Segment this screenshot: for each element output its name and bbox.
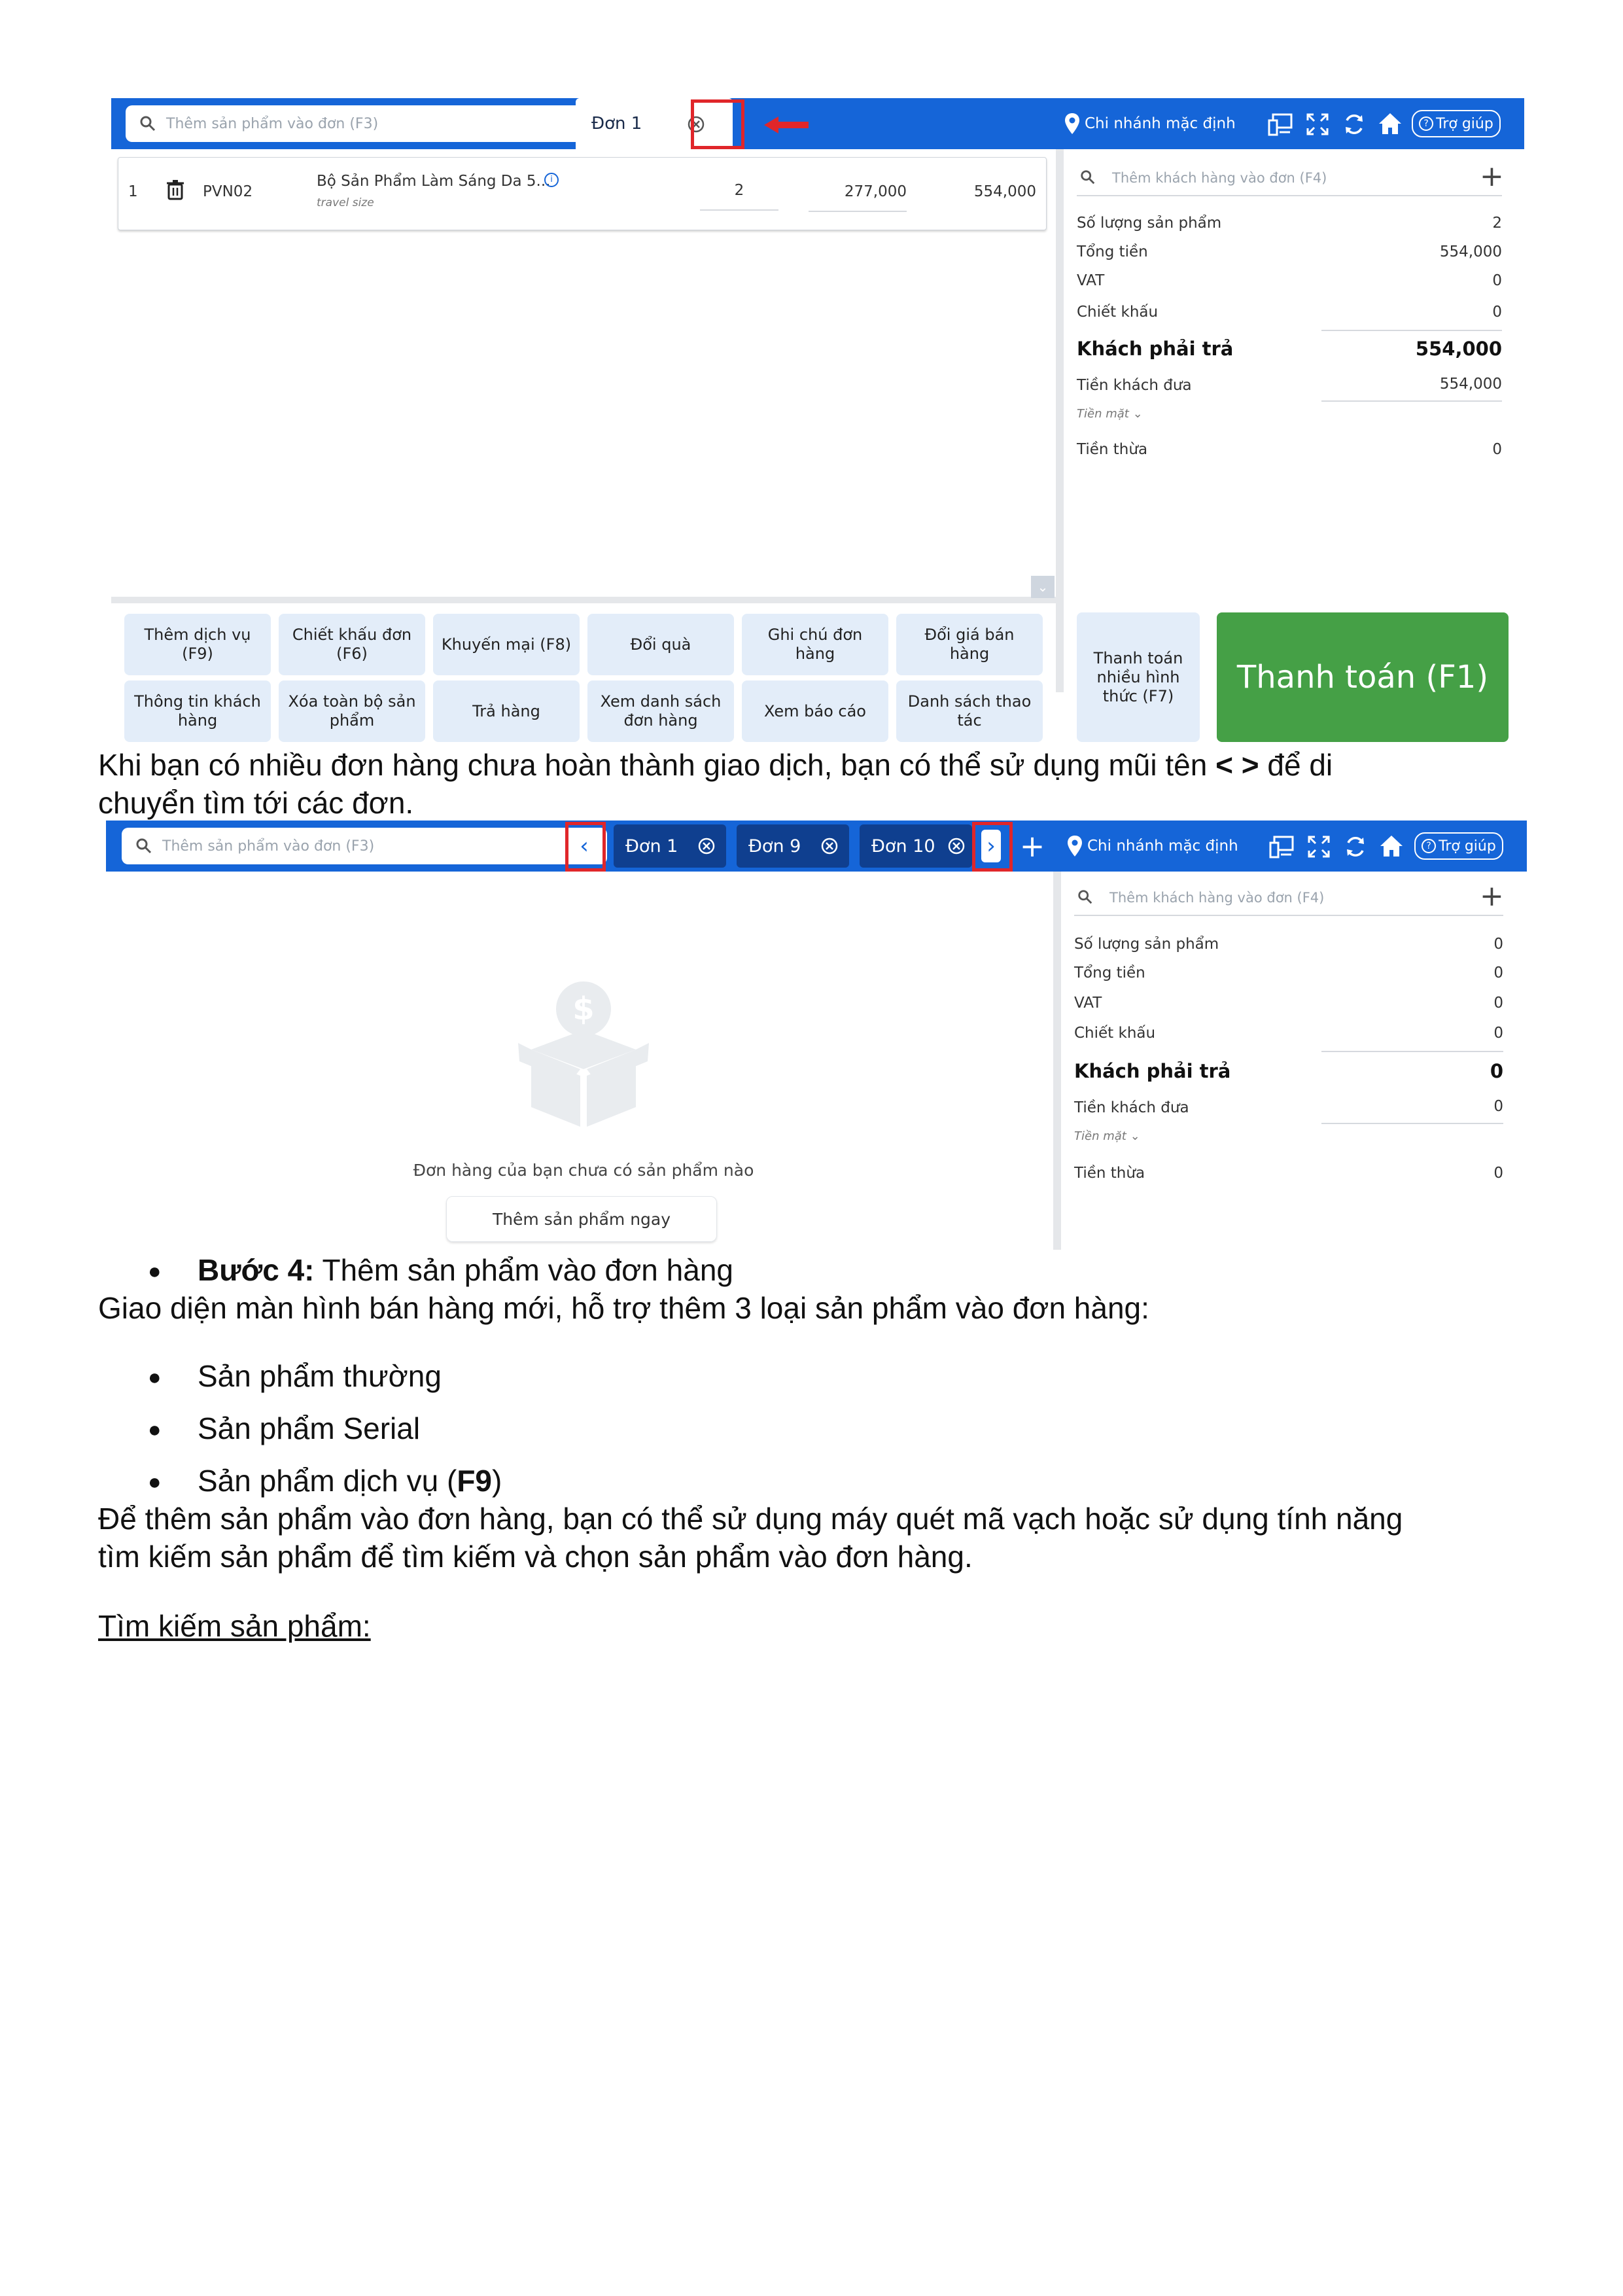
- tab-order-1[interactable]: [614, 824, 726, 868]
- home-icon[interactable]: [1379, 834, 1404, 858]
- branch-selector[interactable]: Chi nhánh mặc định: [1087, 838, 1238, 855]
- close-tab-icon[interactable]: [697, 837, 716, 855]
- service-shortcut: F9: [457, 1464, 493, 1498]
- paragraph-arrows-line2: chuyển tìm tới các đơn.: [98, 786, 414, 820]
- bullet-icon: ●: [148, 1259, 162, 1284]
- summary-vat-label: VAT: [1074, 995, 1102, 1012]
- help-label: Trợ giúp: [1439, 838, 1496, 855]
- change-value: 0: [1492, 441, 1502, 458]
- cash-underline: [1321, 1123, 1503, 1124]
- line-index: 1: [128, 183, 138, 200]
- price-input[interactable]: 277,000: [844, 183, 907, 200]
- product-code: PVN02: [203, 183, 253, 200]
- cash-given-label: Tiền khách đưa: [1077, 377, 1192, 394]
- fullscreen-icon[interactable]: [1306, 113, 1329, 136]
- scroll-down-button[interactable]: ⌄: [1031, 576, 1055, 598]
- customer-search-input[interactable]: Thêm khách hàng vào đơn (F4): [1112, 170, 1327, 186]
- customer-underline: [1074, 915, 1503, 916]
- help-label: Trợ giúp: [1436, 115, 1493, 132]
- add-tab-button[interactable]: +: [1019, 828, 1045, 864]
- list-item: [0, 1462, 1623, 1501]
- payment-method-label: Tiền mặt: [1074, 1129, 1126, 1143]
- arrows-symbol: < >: [1215, 748, 1259, 782]
- line-total: 554,000: [973, 183, 1036, 200]
- payment-method-select[interactable]: [1074, 1129, 1140, 1143]
- chevron-down-icon: ⌄: [1130, 1129, 1140, 1143]
- empty-order-message: Đơn hàng của bạn chưa có sản phẩm nào: [413, 1161, 754, 1180]
- trash-icon[interactable]: [166, 179, 184, 200]
- payment-method-select[interactable]: [1077, 407, 1143, 421]
- add-product-now-button[interactable]: Thêm sản phẩm ngay: [446, 1196, 717, 1242]
- highlight-box: [565, 822, 606, 872]
- service-type-text: Sản phẩm dịch vụ (: [198, 1464, 457, 1498]
- intro-paragraph: Giao diện màn hình bán hàng mới, hỗ trợ thêm 3 loại sản phẩm vào đơn hàng:: [98, 1291, 1149, 1325]
- svg-text:$: $: [572, 991, 595, 1027]
- pay-button[interactable]: Thanh toán (F1): [1217, 612, 1509, 742]
- add-service-button[interactable]: Thêm dịch vụ (F9): [124, 614, 271, 675]
- sync-icon[interactable]: [1344, 835, 1367, 858]
- add-product-paragraph-line2: tìm kiếm sản phẩm để tìm kiếm và chọn sản phẩm vào đơn hàng.: [98, 1540, 973, 1574]
- summary-total-label: Tổng tiền: [1074, 964, 1145, 981]
- summary-discount-value[interactable]: 0: [1492, 304, 1502, 321]
- summary-vat-value: 0: [1492, 272, 1502, 289]
- clear-products-button[interactable]: Xóa toàn bộ sản phẩm: [279, 680, 425, 742]
- amount-due-label: Khách phải trả: [1077, 338, 1234, 360]
- search-placeholder: Thêm sản phẩm vào đơn (F3): [162, 838, 375, 855]
- tab-order-10[interactable]: [860, 824, 972, 868]
- info-icon[interactable]: i: [544, 173, 559, 187]
- summary-total-value: 0: [1493, 964, 1503, 981]
- pos-screenshot-1: [111, 98, 1524, 743]
- amount-due-value: 0: [1490, 1060, 1503, 1082]
- summary-qty-label: Số lượng sản phẩm: [1074, 936, 1219, 953]
- list-item: [0, 1357, 1623, 1396]
- close-tab-icon[interactable]: [947, 837, 966, 855]
- step4-description: Thêm sản phẩm vào đơn hàng: [314, 1253, 733, 1287]
- report-button[interactable]: Xem báo cáo: [742, 680, 888, 742]
- summary-qty-label: Số lượng sản phẩm: [1077, 215, 1222, 232]
- product-type-normal: Sản phẩm thường: [198, 1359, 442, 1393]
- paragraph-arrows: [98, 746, 1333, 784]
- customer-search-icon: [1079, 169, 1096, 186]
- action-list-button[interactable]: Danh sách thao tác: [896, 680, 1043, 742]
- cash-given-input[interactable]: 0: [1493, 1098, 1503, 1115]
- order-line-card: [118, 157, 1047, 230]
- cash-given-label: Tiền khách đưa: [1074, 1099, 1189, 1116]
- add-tab-label: +: [704, 105, 731, 143]
- price-underline: [809, 211, 907, 212]
- bullet-icon: ●: [148, 1417, 162, 1442]
- add-customer-button[interactable]: +: [1480, 160, 1504, 193]
- help-icon: ?: [1419, 116, 1433, 131]
- highlight-box: [972, 822, 1013, 872]
- amount-due-value: 554,000: [1415, 338, 1502, 360]
- close-tab-icon[interactable]: [820, 837, 839, 855]
- red-arrow-icon: [764, 115, 810, 135]
- cash-given-input[interactable]: 554,000: [1439, 376, 1502, 393]
- promotion-button[interactable]: Khuyến mại (F8): [433, 614, 580, 675]
- tab-label: Đơn 10: [871, 836, 935, 857]
- search-icon: [135, 837, 153, 855]
- search-icon: [139, 115, 157, 133]
- panel-divider: [1056, 149, 1064, 692]
- product-type-serial: Sản phẩm Serial: [198, 1411, 421, 1445]
- next-tab-button[interactable]: ›: [981, 830, 1001, 862]
- tab-label: Đơn 9: [748, 836, 801, 857]
- tab-label: Đơn 1: [625, 836, 678, 857]
- add-customer-button[interactable]: +: [1480, 879, 1504, 913]
- paragraph-arrows-end: để di: [1267, 748, 1333, 782]
- sync-icon[interactable]: [1342, 113, 1366, 136]
- pos-screenshot-2: [106, 821, 1527, 1250]
- customer-search-icon: [1077, 889, 1094, 906]
- panel-divider: [1053, 872, 1061, 1250]
- payment-method-label: Tiền mặt: [1077, 407, 1129, 421]
- redeem-gift-button[interactable]: Đổi quà: [587, 614, 734, 675]
- bottom-divider: [111, 597, 1056, 603]
- devices-icon[interactable]: [1268, 113, 1294, 136]
- summary-discount-label: Chiết khấu: [1074, 1025, 1156, 1042]
- tab-label: Đơn 1: [591, 114, 642, 133]
- home-icon[interactable]: [1378, 111, 1403, 136]
- change-label: Tiền thừa: [1074, 1165, 1145, 1182]
- customer-underline: [1077, 195, 1502, 196]
- product-type-service: [198, 1462, 502, 1500]
- change-price-button[interactable]: Đổi giá bán hàng: [896, 614, 1043, 675]
- help-button[interactable]: [1414, 832, 1503, 860]
- service-type-close: ): [492, 1464, 502, 1498]
- step4-label: Bước 4:: [198, 1253, 315, 1287]
- product-name[interactable]: Bộ Sản Phẩm Làm Sáng Da 5...: [317, 173, 551, 190]
- summary-qty-value: 2: [1492, 215, 1502, 232]
- empty-box-icon: [518, 978, 649, 1128]
- discount-underline: [1321, 330, 1502, 331]
- bullet-icon: ●: [148, 1365, 162, 1390]
- location-pin-icon: [1066, 835, 1083, 857]
- summary-discount-label: Chiết khấu: [1077, 304, 1159, 321]
- list-item: [0, 1409, 1623, 1449]
- amount-due-label: Khách phải trả: [1074, 1060, 1231, 1082]
- cash-underline: [1321, 400, 1502, 402]
- search-product-heading: Tìm kiếm sản phẩm:: [98, 1609, 371, 1643]
- discount-underline: [1321, 1051, 1503, 1052]
- tab-order-9[interactable]: [737, 824, 849, 868]
- order-list-button[interactable]: Xem danh sách đơn hàng: [587, 680, 734, 742]
- summary-total-label: Tổng tiền: [1077, 243, 1148, 260]
- summary-vat-value: 0: [1493, 995, 1503, 1012]
- quantity-underline: [700, 209, 778, 211]
- multi-payment-button[interactable]: Thanh toán nhiều hình thức (F7): [1077, 612, 1200, 742]
- help-button[interactable]: [1412, 110, 1501, 137]
- product-variant: travel size: [317, 196, 374, 209]
- return-button[interactable]: Trả hàng: [433, 680, 580, 742]
- order-discount-button[interactable]: Chiết khấu đơn (F6): [279, 614, 425, 675]
- branch-selector[interactable]: Chi nhánh mặc định: [1085, 115, 1236, 132]
- order-note-button[interactable]: Ghi chú đơn hàng: [742, 614, 888, 675]
- step4-text: [198, 1251, 733, 1289]
- paragraph-arrows-start: Khi bạn có nhiều đơn hàng chưa hoàn thành giao dịch, bạn có thể sử dụng mũi tên: [98, 748, 1208, 782]
- location-pin-icon: [1064, 113, 1081, 135]
- devices-icon[interactable]: [1269, 835, 1295, 858]
- change-label: Tiền thừa: [1077, 441, 1148, 458]
- barcode-scanner-icon[interactable]: [525, 113, 548, 136]
- summary-vat-label: VAT: [1077, 272, 1105, 289]
- summary-discount-value[interactable]: 0: [1493, 1025, 1503, 1042]
- help-icon: ?: [1422, 839, 1436, 853]
- fullscreen-icon[interactable]: [1307, 835, 1331, 858]
- highlight-box: [691, 99, 744, 149]
- summary-qty-value: 0: [1493, 936, 1503, 953]
- search-placeholder: Thêm sản phẩm vào đơn (F3): [166, 115, 379, 132]
- barcode-scanner-icon[interactable]: [525, 835, 548, 858]
- customer-search-input[interactable]: Thêm khách hàng vào đơn (F4): [1109, 890, 1325, 906]
- previous-tab-button[interactable]: ‹: [574, 830, 594, 862]
- step4-item: [0, 1251, 1623, 1290]
- quantity-input[interactable]: 2: [734, 182, 744, 199]
- bullet-icon: ●: [148, 1470, 162, 1494]
- change-value: 0: [1493, 1165, 1503, 1182]
- summary-total-value: 554,000: [1439, 243, 1502, 260]
- customer-info-button[interactable]: Thông tin khách hàng: [124, 680, 271, 742]
- chevron-down-icon: ⌄: [1132, 407, 1143, 421]
- add-product-paragraph-line1: Để thêm sản phẩm vào đơn hàng, bạn có thể sử dụng máy quét mã vạch hoặc sử dụng tính năng: [98, 1502, 1403, 1536]
